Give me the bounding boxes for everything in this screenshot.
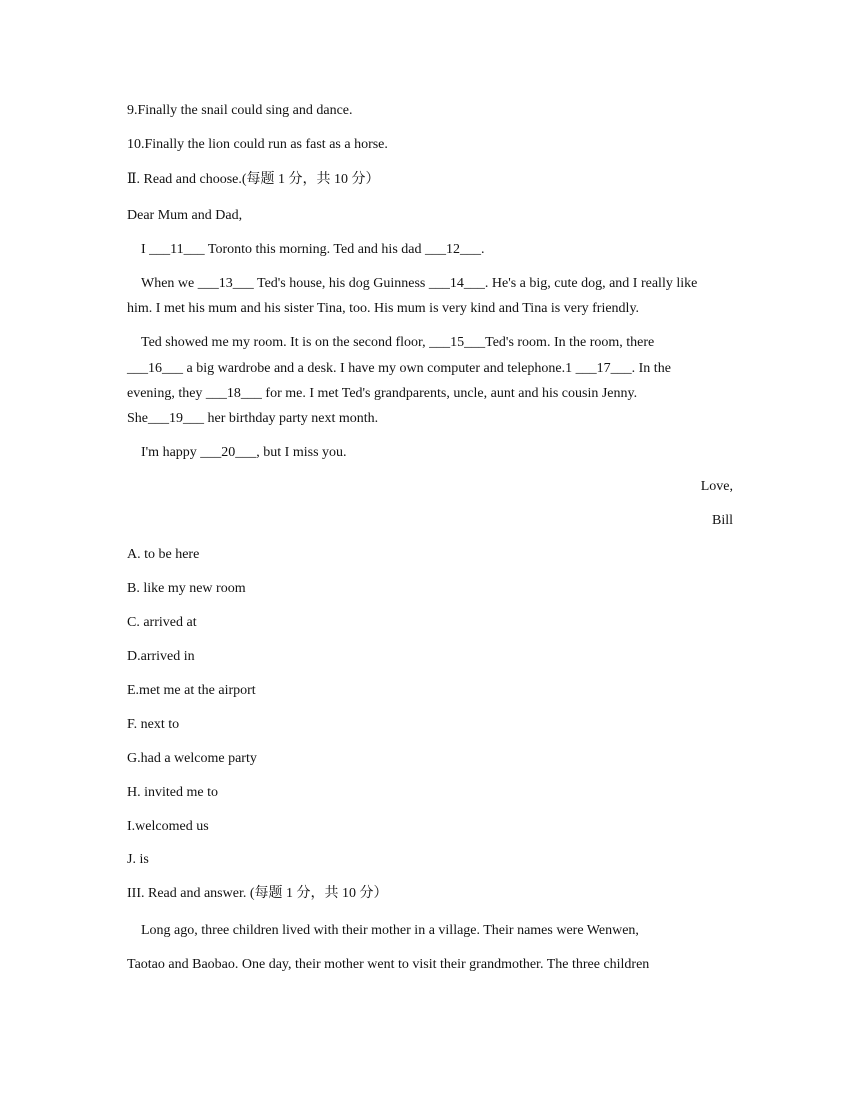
letter-paragraph-3-line-2: ___16___ a big wardrobe and a desk. I have my own computer and telephone.1 ___17___. In the <box>127 361 671 376</box>
option-g: G.had a welcome party <box>127 751 257 766</box>
letter-paragraph-3-line-3: evening, they ___18___ for me. I met Ted's grandparents, uncle, aunt and his cousin Jenny. <box>127 386 638 401</box>
letter-closing: Love, <box>700 479 733 494</box>
letter-paragraph-3-line-4: She___19___ her birthday party next month. <box>127 411 379 426</box>
letter-paragraph-2-line-2: him. I met his mum and his sister Tina, too. His mum is very kind and Tina is very friendly. <box>127 301 640 316</box>
reading-passage-line-2: Taotao and Baobao. One day, their mother went to visit their grandmother. The three children <box>127 957 650 972</box>
option-j: J. is <box>127 852 149 867</box>
option-h: H. invited me to <box>127 785 218 800</box>
question-9: 9.Finally the snail could sing and dance. <box>127 103 353 118</box>
option-a: A. to be here <box>127 547 200 562</box>
question-10: 10.Finally the lion could run as fast as a horse. <box>127 137 388 152</box>
option-d: D.arrived in <box>127 649 195 664</box>
section-2-heading: Ⅱ. Read and choose.(每题 1 分，共 10 分） <box>127 172 380 187</box>
option-f: F. next to <box>127 717 180 732</box>
letter-paragraph-2-line-1: When we ___13___ Ted's house, his dog Guinness ___14___. He's a big, cute dog, and I really like <box>141 276 698 291</box>
letter-signature: Bill <box>711 513 733 528</box>
letter-paragraph-4: I'm happy ___20___, but I miss you. <box>141 445 347 460</box>
option-b: B. like my new room <box>127 581 246 596</box>
section-3-heading: III. Read and answer. (每题 1 分，共 10 分） <box>127 886 388 901</box>
reading-passage-line-1: Long ago, three children lived with their mother in a village. Their names were Wenwen, <box>141 923 639 938</box>
letter-paragraph-1: I ___11___ Toronto this morning. Ted and his dad ___12___. <box>141 242 485 257</box>
letter-salutation: Dear Mum and Dad, <box>127 208 243 223</box>
option-e: E.met me at the airport <box>127 683 256 698</box>
option-i: I.welcomed us <box>127 819 209 834</box>
letter-paragraph-3-line-1: Ted showed me my room. It is on the second floor, ___15___Ted's room. In the room, there <box>141 335 655 350</box>
option-c: C. arrived at <box>127 615 197 630</box>
